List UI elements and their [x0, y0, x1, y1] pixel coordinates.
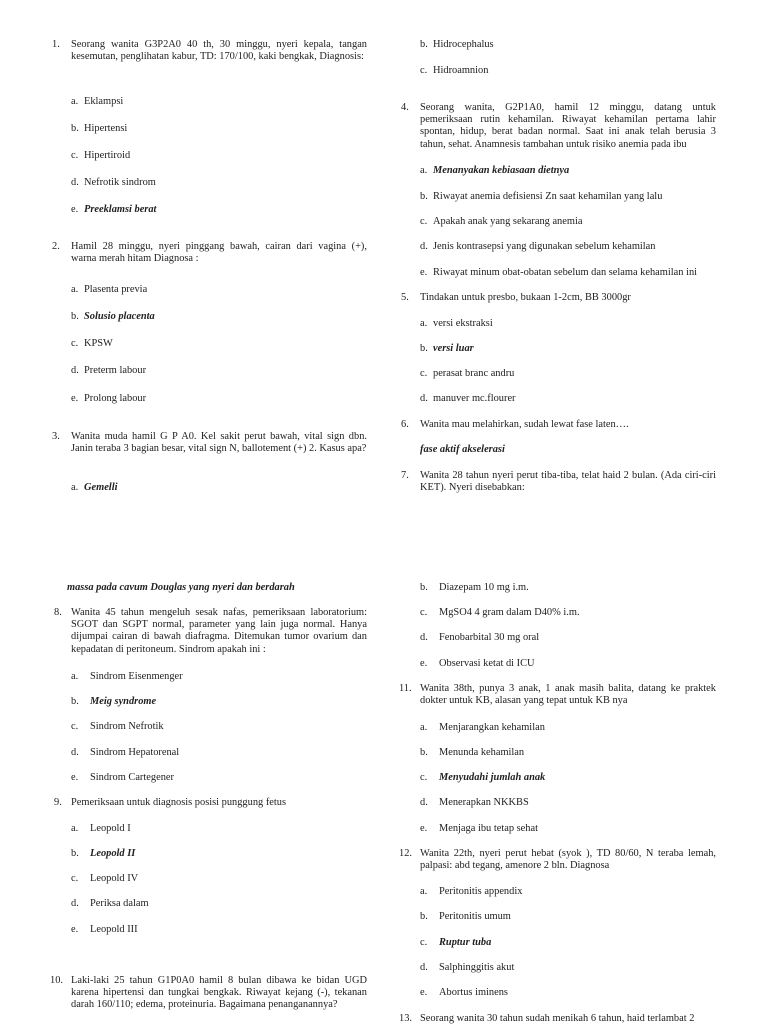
option-b[interactable]: b. Hipertensi	[71, 123, 128, 134]
option-b-answer[interactable]: b. Meig syndrome	[71, 696, 157, 707]
option-a-answer[interactable]: a. Menanyakan kebiasaan dietnya	[420, 165, 570, 176]
option-b[interactable]: b. Hidrocephalus	[420, 39, 494, 50]
option-a-answer[interactable]: a. Gemelli	[71, 482, 118, 493]
option-e[interactable]: e. Observasi ketat di ICU	[420, 658, 535, 669]
question-number: 2.	[52, 241, 60, 252]
question-text: Hamil 28 minggu, nyeri pinggang bawah, cairan dari vagina (+), warna merah hitam Diagnosa :	[71, 241, 367, 265]
question-text: Seorang wanita 30 tahun sudah menikah 6 tahun, haid terlambat 2	[420, 1013, 695, 1024]
question-text: Wanita muda hamil G P A0. Kel sakit perut bawah, vital sign dbn. Janin teraba 3 bagian besar, vital sign N, ballotement (+) 2. Kasus apa?	[71, 431, 367, 455]
question-text: Wanita 22th, nyeri perut hebat (syok ), TD 80/60, N teraba lemah, palpasi: abd tegang, amenore 2 bln. Diagnosa	[420, 848, 716, 872]
option-b[interactable]: b. Menunda kehamilan	[420, 747, 525, 758]
option-c[interactable]: c. perasat branc andru	[420, 368, 515, 379]
question-text: Seorang wanita G3P2A0 40 th, 30 minggu, nyeri kepala, tangan kesemutan, penglihatan kabur, TD: 170/100, kaki bengkak, Diagnosis:	[71, 39, 367, 63]
question-number: 3.	[52, 431, 60, 442]
option-d[interactable]: d. manuver mc.flourer	[420, 393, 516, 404]
question-text: Seorang wanita, G2P1A0, hamil 12 minggu, datang untuk pemeriksaan rutin kehamilan. Riwayat kehamilan pertama lahir spontan, hidup, berat badan normal. Saat ini anak telah berusia 3 tahun, sehat. Anamnesis tambahan untuk risiko anemia pada ibu	[420, 102, 716, 150]
option-e-answer[interactable]: e. Preeklamsi berat	[71, 204, 157, 215]
option-d[interactable]: d. Menerapkan NKKBS	[420, 797, 529, 808]
option-c[interactable]: c. Leopold IV	[71, 873, 139, 884]
option-c[interactable]: c. MgSO4 4 gram dalam D40% i.m.	[420, 607, 580, 618]
option-c[interactable]: c. Apakah anak yang sekarang anemia	[420, 216, 583, 227]
option-d[interactable]: d. Sindrom Hepatorenal	[71, 747, 180, 758]
option-d[interactable]: d. Jenis kontrasepsi yang digunakan sebelum kehamilan	[420, 241, 656, 252]
option-d[interactable]: d. Nefrotik sindrom	[71, 177, 156, 188]
question-text: Tindakan untuk presbo, bukaan 1-2cm, BB 3000gr	[420, 292, 631, 303]
option-b-answer[interactable]: b. Solusio placenta	[71, 311, 155, 322]
option-e[interactable]: e. Leopold III	[71, 924, 138, 935]
option-c[interactable]: c. Hipertiroid	[71, 150, 131, 161]
question-7-answer: massa pada cavum Douglas yang nyeri dan berdarah	[67, 582, 295, 593]
option-a[interactable]: a. Leopold I	[71, 823, 131, 834]
question-text: Wanita mau melahirkan, sudah lewat fase laten….	[420, 419, 629, 430]
option-b[interactable]: b. Riwayat anemia defisiensi Zn saat kehamilan yang lalu	[420, 191, 663, 202]
question-number: 7.	[401, 470, 409, 481]
option-b[interactable]: b. Peritonitis umum	[420, 911, 511, 922]
option-c-answer[interactable]: c. Ruptur tuba	[420, 937, 492, 948]
option-a[interactable]: a. Menjarangkan kehamilan	[420, 722, 545, 733]
option-a[interactable]: a. versi ekstraksi	[420, 318, 493, 329]
option-e[interactable]: e. Prolong labour	[71, 393, 147, 404]
question-number: 12.	[399, 848, 412, 859]
answer-text: fase aktif akselerasi	[420, 444, 505, 455]
option-b-answer[interactable]: b. versi luar	[420, 343, 474, 354]
option-c-answer[interactable]: c. Menyudahi jumlah anak	[420, 772, 546, 783]
option-a[interactable]: a. Plasenta previa	[71, 284, 148, 295]
option-c[interactable]: c. KPSW	[71, 338, 113, 349]
question-number: 11.	[399, 683, 412, 694]
question-text: Wanita 28 tahun nyeri perut tiba-tiba, telat haid 2 bulan. (Ada ciri-ciri KET). Nyeri disebabkan:	[420, 470, 716, 494]
question-number: 6.	[401, 419, 409, 430]
option-e[interactable]: e. Menjaga ibu tetap sehat	[420, 823, 538, 834]
option-d[interactable]: d. Fenobarbital 30 mg oral	[420, 632, 540, 643]
option-e[interactable]: e. Riwayat minum obat-obatan sebelum dan selama kehamilan ini	[420, 267, 698, 278]
question-text: Wanita 45 tahun mengeluh sesak nafas, pemeriksaan laboratorium: SGOT dan SGPT normal, parameter yang lain juga normal. Hanya dijumpai cairan di bawah diafragma. Ditemukan tumor ovarium dan kepadatan di peritoneum. Sindrom apakah ini :	[71, 607, 367, 655]
option-e[interactable]: e. Sindrom Cartegener	[71, 772, 174, 783]
option-d[interactable]: d. Salphinggitis akut	[420, 962, 515, 973]
option-c[interactable]: c. Hidroamnion	[420, 65, 489, 76]
question-number: 4.	[401, 102, 409, 113]
question-number: 8.	[54, 607, 62, 618]
option-d[interactable]: d. Preterm labour	[71, 365, 147, 376]
question-number: 10.	[50, 975, 63, 986]
question-number: 9.	[54, 797, 62, 808]
option-e[interactable]: e. Abortus iminens	[420, 987, 508, 998]
question-text: Wanita 38th, punya 3 anak, 1 anak masih balita, datang ke praktek dokter untuk KB, alasan yang tepat untuk KB nya	[420, 683, 716, 707]
option-a[interactable]: a. Sindrom Eisenmenger	[71, 671, 183, 682]
option-b-answer[interactable]: b. Leopold II	[71, 848, 136, 859]
option-a[interactable]: a. Eklampsi	[71, 96, 124, 107]
question-text: Pemeriksaan untuk diagnosis posisi punggung fetus	[71, 797, 287, 808]
question-number: 13.	[399, 1013, 412, 1024]
question-text: Laki-laki 25 tahun G1P0A0 hamil 8 bulan dibawa ke bidan UGD karena hipertensi dan tungkai bengkak. Riwayat kejang (-), tekanan darah 160/110; edema, proteinuria. Bagaimana penanganannya?	[71, 975, 367, 1011]
option-b[interactable]: b. Diazepam 10 mg i.m.	[420, 582, 529, 593]
option-d[interactable]: d. Periksa dalam	[71, 898, 149, 909]
question-number: 1.	[52, 39, 60, 50]
question-number: 5.	[401, 292, 409, 303]
option-c[interactable]: c. Sindrom Nefrotik	[71, 721, 164, 732]
option-a[interactable]: a. Peritonitis appendix	[420, 886, 523, 897]
